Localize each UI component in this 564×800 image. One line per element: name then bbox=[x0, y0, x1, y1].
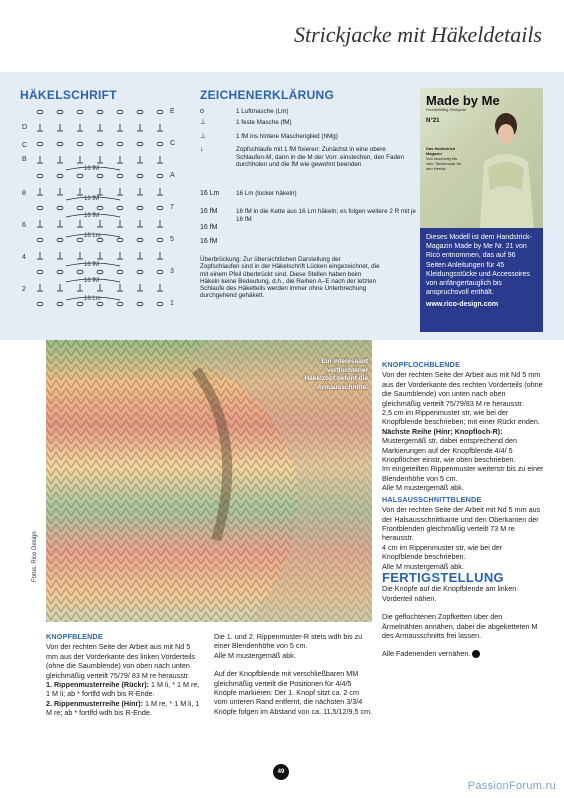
sc-16-icon: 16 fM bbox=[200, 208, 218, 215]
chart-row-label-6: 6 bbox=[22, 222, 26, 229]
magazine-info-text: Dieses Modell ist dem Handstrick-Magazin Made by Me Nr. 21 von Rico entnommen, das auf 96 Seiten Anleitungen für 45 Kleidungsstücke und Accessoires von anfängertauglich bis anspruchsvoll enthält. bbox=[426, 234, 532, 297]
magazine-cover bbox=[420, 88, 543, 228]
fertigstellung-heading: FERTIGSTELLUNG bbox=[382, 569, 504, 585]
chart-cell-16lm: 16 Lm bbox=[84, 233, 101, 239]
chart-note: Überbrückung: Zur übersichtlichen Darstellung der Zopfschlaufen sind in der Häkelschrift Lücken eingezeichnet, die mit einem Pfeil überbrückt sind. Diese Stellen haben beim Häkeln keine Bedeutung, d.h., die Reihen A–E nach der letzten Schlaufe des Häkelteils werden immer ohne Unterbrechung durchgehend gehäkelt. bbox=[200, 256, 380, 300]
row1-label: 1. Rippenmusterreihe (Rückr): bbox=[46, 680, 150, 690]
chart-row-label-8: 8 bbox=[22, 190, 26, 197]
chain-stitch-mark bbox=[37, 270, 43, 274]
legend-row bbox=[200, 190, 416, 198]
chain-stitch-mark bbox=[57, 110, 63, 114]
legend-text: 1 Luftmasche (Lm) bbox=[236, 108, 289, 115]
chain-stitch-mark bbox=[97, 206, 103, 210]
knopfblende-row1 bbox=[46, 680, 204, 699]
down-arrow-icon: ↓ bbox=[200, 146, 204, 153]
chain-stitch-mark bbox=[117, 110, 123, 114]
chain-stitch-mark bbox=[137, 270, 143, 274]
zeichenerklaerung-heading: ZEICHENERKLÄRUNG bbox=[200, 88, 335, 102]
chart-row-label-a: A bbox=[170, 172, 175, 179]
knopflochblende-heading: KNOPFLOCHBLENDE bbox=[382, 360, 461, 369]
chain-stitch-mark bbox=[137, 238, 143, 242]
chain-stitch-mark bbox=[57, 142, 63, 146]
knopfblende-intro: Von der rechten Seite der Arbeit aus mit Nd 5 mm aus der Vorderkante des linken Vorderteils (ohne die Saumblende) von oben nach unten gleichmäßig verteilt 75/79/ 83 M re herausstr. bbox=[46, 642, 196, 680]
chain-stitch-mark bbox=[117, 142, 123, 146]
knopfblende-row2 bbox=[46, 699, 204, 718]
chain-stitch-mark bbox=[77, 142, 83, 146]
chain-stitch-mark bbox=[117, 302, 123, 306]
fertigstellung-p3-text: Alle Fadenenden vernähen. bbox=[382, 649, 471, 659]
sc-16-icon: 16 fM bbox=[200, 238, 218, 245]
chain-stitch-mark bbox=[157, 110, 163, 114]
halsausschnitt-p2: 4 cm im Rippenmuster str, wie bei der Knopfblende beschrieben. bbox=[382, 542, 503, 562]
chain-stitch-mark bbox=[157, 206, 163, 210]
magazine-subtitle: Frischluftlifting Strickjacke bbox=[426, 108, 467, 112]
magazine-info bbox=[420, 228, 543, 332]
knopflochblende-p3: Im eingeteilten Rippenmuster weiterstr bis zu einer Blendenhöhe von 5 cm. bbox=[382, 464, 544, 483]
chain-stitch-mark bbox=[137, 206, 143, 210]
chain-stitch-mark bbox=[137, 110, 143, 114]
legend-row bbox=[200, 108, 416, 116]
chart-row-label-e: E bbox=[170, 108, 175, 115]
photo-credit: Fotos: Rico Design bbox=[32, 531, 38, 582]
chain-stitch-mark bbox=[117, 238, 123, 242]
chain-stitch-mark bbox=[97, 302, 103, 306]
magazine-issue: N°21 bbox=[426, 118, 440, 124]
knopfblende-markers: Auf der Knopfblende mit verschließbaren MM gleichmäßig verteilt die Positionen für 4/4/5 Knöpfe markieren: Der 1. Knopf sitzt ca. 2 cm vom unteren Rand entfernt, die nächsten 3/3/4 Knöpfe folgen im Abstand von ca. 11,5/12/9,5 cm. bbox=[214, 669, 373, 716]
chart-row-label-b: B bbox=[22, 156, 27, 163]
chain-stitch-mark bbox=[157, 142, 163, 146]
chain-16-icon: 16 Lm bbox=[200, 190, 220, 197]
chart-row-label-4: 4 bbox=[22, 254, 26, 261]
chain-stitch-mark bbox=[37, 110, 43, 114]
legend-row bbox=[200, 208, 416, 223]
chain-stitch-mark bbox=[137, 142, 143, 146]
chain-stitch-mark bbox=[137, 174, 143, 178]
knopflochblende-p2: 2,5 cm im Rippenmuster str, wie bei der Knopfblende beschrieben; mit einer Rückr enden. bbox=[382, 408, 540, 427]
knopflochblende-p1: Von der rechten Seite der Arbeit aus mit Nd 5 mm aus der Vorderkante des rechten Vorderteils (ohne die Saumblende) von unten nach oben gleichmäßig verteilt 75/79/83 M re herausstr. bbox=[382, 370, 543, 408]
end-mark-icon bbox=[472, 650, 480, 658]
chain-stitch-mark bbox=[57, 206, 63, 210]
magazine-url[interactable]: www.rico-design.com bbox=[426, 301, 499, 309]
chain-stitch-mark bbox=[157, 302, 163, 306]
single-crochet-icon: ⊥ bbox=[200, 119, 207, 126]
cover-model-image bbox=[472, 110, 538, 228]
chain-stitch-mark bbox=[77, 270, 83, 274]
chain-stitch-mark bbox=[77, 206, 83, 210]
chain-stitch-mark bbox=[77, 302, 83, 306]
legend-text: 16 Lm (locker häkeln) bbox=[236, 190, 297, 197]
legend-row bbox=[200, 146, 416, 169]
chart-row-label-1: 1 bbox=[170, 300, 174, 307]
chart-row-label-5: 5 bbox=[170, 236, 174, 243]
chart-cell-16fm: 16 fM bbox=[84, 278, 100, 284]
chain-stitch-mark bbox=[97, 270, 103, 274]
chart-row-label-d: D bbox=[22, 124, 28, 131]
halsausschnitt-heading: HALSAUSSCHNITTBLENDE bbox=[382, 494, 482, 504]
chain-stitch-mark bbox=[97, 174, 103, 178]
halsausschnitt-p1: Von der rechten Seite der Arbeit mit Nd 5 mm aus der Halsausschnittkante und den Oberkanten der Frontblenden gleichmäßig verteilt 73 M re herausstr. bbox=[382, 505, 541, 543]
chart-cell-16fm: 16 fM bbox=[84, 196, 100, 202]
watermark: PassionForum.ru bbox=[467, 780, 556, 792]
legend-text: 1 fM ins hintere Maschenglied (hMg) bbox=[236, 133, 338, 140]
knopflochblende-p4: Alle M mustergemäß abk. bbox=[382, 483, 464, 493]
chain-stitch-mark bbox=[117, 206, 123, 210]
chain-stitch-mark bbox=[97, 142, 103, 146]
magazine-side-text bbox=[426, 146, 462, 171]
legend-row bbox=[200, 133, 416, 141]
chain-stitch-mark bbox=[57, 302, 63, 306]
chain-stitch-mark bbox=[157, 238, 163, 242]
page-title: Strickjacke mit Häkeldetails bbox=[293, 22, 542, 47]
back-loop-crochet-icon: ⊥ bbox=[200, 133, 207, 140]
chain-stitch-mark bbox=[77, 110, 83, 114]
chain-stitch-mark bbox=[37, 174, 43, 178]
knopfblende-repeat: Die 1. und 2. Rippenmuster-R stets wdh bis zu einer Blendenhöhe von 5 cm. bbox=[214, 632, 363, 651]
knopfblende-col1 bbox=[46, 632, 204, 718]
photo-caption: Ein interessant verflochtener Häkelzopf betont die Armausschnitte. bbox=[304, 358, 368, 391]
chain-stitch-mark bbox=[77, 174, 83, 178]
chain-stitch-mark bbox=[157, 270, 163, 274]
next-row-label: Nächste Reihe (Hinr; Knopfloch-R): bbox=[382, 426, 503, 436]
chain-stitch-icon: o bbox=[200, 108, 204, 115]
chart-row-label-7: 7 bbox=[170, 204, 174, 211]
crochet-chart bbox=[18, 104, 188, 319]
chain-stitch-mark bbox=[77, 238, 83, 242]
row2-text: 1 M re, * 1 M li, 1 M re; ab * fortlfd wdh bis R-Ende. bbox=[46, 698, 200, 718]
chain-stitch-mark bbox=[117, 270, 123, 274]
knopfblende-col2 bbox=[214, 632, 374, 716]
chart-row-label-3: 3 bbox=[170, 268, 174, 275]
knopfblende-bindoff: Alle M mustergemäß abk. bbox=[214, 650, 296, 660]
right-column bbox=[382, 360, 544, 659]
haekelschrift-heading: HÄKELSCHRIFT bbox=[20, 88, 117, 102]
halsausschnitt-p3: Alle M mustergemäß abk. bbox=[382, 561, 464, 571]
legend-row bbox=[200, 119, 416, 127]
magazine-side-title: Das Handstrick Magazin bbox=[426, 146, 456, 156]
chain-stitch-mark bbox=[57, 238, 63, 242]
fertigstellung-p2: Die geflochtenen Zopfketten über den Ärmelnähten annähen, dabei die abgeketteten M des Armausschnitts frei lassen. bbox=[382, 612, 538, 640]
fertigstellung-p1: Die Knöpfe auf die Knopfblende am linken Vorderteil nähen. bbox=[382, 584, 517, 603]
crochet-chart-graphic bbox=[18, 104, 188, 319]
chart-row-label-c-left: C bbox=[22, 142, 28, 149]
chain-stitch-mark bbox=[37, 142, 43, 146]
fertigstellung-p3 bbox=[382, 649, 544, 658]
page-number: 49 bbox=[273, 764, 289, 780]
chain-stitch-mark bbox=[97, 110, 103, 114]
row1-text: 1 M li, * 1 M re, 1 M li; ab * fortlfd wdh bis R-Ende. bbox=[46, 680, 200, 699]
sc-16-icon: 16 fM bbox=[200, 224, 218, 231]
chain-stitch-mark bbox=[37, 302, 43, 306]
chain-stitch-mark bbox=[157, 174, 163, 178]
chain-stitch-mark bbox=[117, 174, 123, 178]
knopflochblende-next bbox=[382, 427, 544, 465]
chain-stitch-mark bbox=[57, 174, 63, 178]
legend-text: Zopfschlaufe mit 1 fM fixieren: Zunächst in eine obere Schlaufen-M, dann in die M der Vorr. einstechen, den Faden durchholen und die fM wie gewohnt beenden bbox=[236, 146, 405, 169]
chart-row-label-c-right: C bbox=[170, 140, 176, 147]
legend-text: 16 fM in die Kette aus 16 Lm häkeln; es folgen weitere 2 R mit je 16 fM bbox=[236, 208, 416, 223]
chain-stitch-mark bbox=[37, 206, 43, 210]
chain-stitch-mark bbox=[37, 238, 43, 242]
magazine-side-sub: Von kuschelig bis chic: Strickmode für den Herbst bbox=[426, 156, 462, 171]
legend-text: 1 feste Masche (fM) bbox=[236, 119, 292, 126]
chain-stitch-mark bbox=[137, 302, 143, 306]
chain-stitch-mark bbox=[57, 270, 63, 274]
chart-cell-16fm: 16 fM bbox=[84, 213, 100, 219]
chart-row-label-2: 2 bbox=[22, 286, 26, 293]
next-row-text: Mustergemäß str, dabei entsprechend den Markierungen auf der Knopfblende 4/4/ 5 Knopflöcher einstr, wie oben beschrieben. bbox=[382, 436, 518, 465]
chart-cell-16fm: 16 fM bbox=[84, 262, 100, 268]
chart-cell-16fm: 16 fM bbox=[84, 166, 100, 172]
knopfblende-heading: KNOPFBLENDE bbox=[46, 632, 103, 641]
magazine-logo: Made by Me bbox=[426, 93, 500, 108]
chart-cell-16lm: 16 Lm bbox=[84, 296, 101, 302]
row2-label: 2. Rippenmusterreihe (Hinr): bbox=[46, 698, 144, 708]
